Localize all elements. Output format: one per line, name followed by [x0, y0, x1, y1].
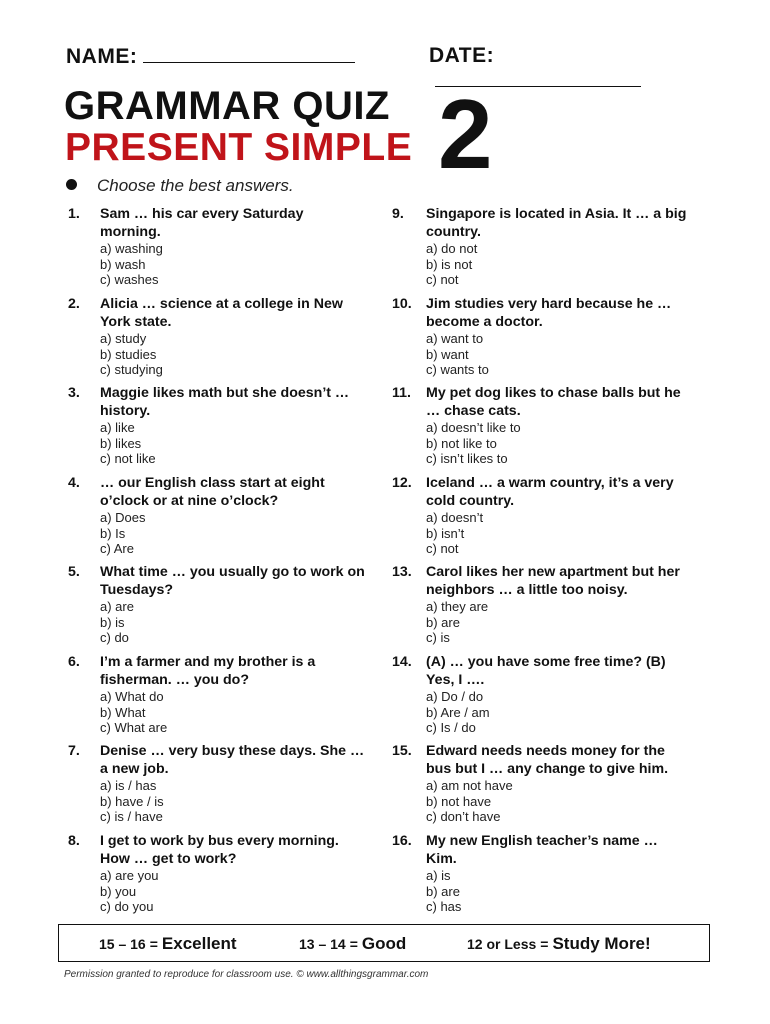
question-stem [392, 743, 692, 778]
answer-option-b[interactable]: b) are [426, 883, 460, 899]
question-stem [68, 475, 368, 510]
question-14 [392, 654, 692, 736]
answer-options [392, 331, 692, 378]
question-number: 15. [392, 743, 412, 759]
instruction-text: Choose the best answers. [97, 176, 294, 195]
answer-option-a[interactable]: a) is / has [100, 778, 157, 793]
name-field[interactable] [66, 44, 355, 69]
question-stem [68, 296, 368, 331]
question-number: 12. [392, 475, 412, 491]
answer-option-a[interactable]: a) they are [426, 599, 489, 614]
question-6 [68, 654, 368, 736]
question-stem [68, 206, 368, 241]
question-stem [68, 564, 368, 599]
answer-options [68, 241, 368, 288]
question-number: 16. [392, 833, 412, 849]
answer-option-b[interactable]: b) wash [100, 256, 146, 272]
question-number: 10. [392, 296, 412, 312]
question-text: Alicia … science at a college in New York state. [100, 296, 343, 330]
answer-options [68, 599, 368, 646]
question-text: Singapore is located in Asia. It … a big country. [426, 206, 687, 240]
answer-option-b[interactable]: b) have / is [100, 793, 164, 809]
header-row [66, 44, 706, 78]
answer-option-b[interactable]: b) are [426, 614, 460, 630]
question-number: 14. [392, 654, 412, 670]
question-12 [392, 475, 692, 557]
answer-option-b[interactable]: b) Are / am [426, 704, 490, 720]
score-good [299, 925, 406, 963]
answer-option-c[interactable]: c) wants to [426, 362, 489, 378]
bullet-icon [66, 179, 77, 190]
answer-option-a[interactable]: a) Do / do [426, 689, 484, 704]
footer-permission: Permission granted to reproduce for classroom use. © www.allthingsgrammar.com [64, 969, 429, 980]
question-text: Iceland … a warm country, it’s a very cold country. [426, 475, 674, 509]
question-number: 7. [68, 743, 80, 759]
question-text: Denise … very busy these days. She … a new job. [100, 743, 365, 777]
question-number: 3. [68, 385, 80, 401]
answer-option-b[interactable]: b) not have [426, 793, 492, 809]
answer-options [392, 599, 692, 646]
question-text: Jim studies very hard because he … become a doctor. [426, 296, 672, 330]
answer-options [68, 420, 368, 467]
answer-option-a[interactable]: a) Does [100, 510, 146, 525]
score-label: Good [361, 934, 407, 953]
answer-option-c[interactable]: c) not [426, 272, 459, 288]
answer-option-b[interactable]: b) is not [426, 256, 473, 272]
answer-options [392, 689, 692, 736]
answer-option-c[interactable]: c) don’t have [426, 809, 501, 825]
answer-options [392, 241, 692, 288]
question-1 [68, 206, 368, 288]
question-3 [68, 385, 368, 467]
name-blank-line[interactable] [143, 44, 355, 63]
question-stem [392, 385, 692, 420]
question-stem [68, 743, 368, 778]
answer-option-c[interactable]: c) isn’t likes to [426, 451, 508, 467]
answer-option-a[interactable]: a) do not [426, 241, 478, 256]
answer-option-a[interactable]: a) What do [100, 689, 164, 704]
question-13 [392, 564, 692, 646]
answer-options [68, 510, 368, 557]
answer-option-a[interactable]: a) are [100, 599, 134, 614]
answer-options [392, 420, 692, 467]
instruction [66, 176, 294, 196]
question-10 [392, 296, 692, 378]
answer-options [392, 778, 692, 825]
answer-option-b[interactable]: b) want [426, 346, 469, 362]
question-stem [392, 475, 692, 510]
answer-option-c[interactable]: c) do [100, 630, 129, 646]
question-stem [392, 564, 692, 599]
score-label: Excellent [161, 934, 237, 953]
answer-option-c[interactable]: c) Is / do [426, 720, 476, 736]
question-text: (A) … you have some free time? (B) Yes, I …. [426, 654, 666, 688]
quiz-number: 2 [438, 79, 493, 189]
quiz-title: GRAMMAR QUIZ [64, 84, 390, 128]
score-equals: = [149, 936, 158, 952]
question-stem [68, 385, 368, 420]
answer-option-c[interactable]: c) studying [100, 362, 163, 378]
score-box [58, 924, 710, 962]
answer-option-b[interactable]: b) studies [100, 346, 157, 362]
answer-option-c[interactable]: c) not [426, 541, 459, 557]
quiz-subtitle: PRESENT SIMPLE [65, 126, 413, 169]
answer-option-a[interactable]: a) doesn’t like to [426, 420, 521, 435]
question-stem [392, 833, 692, 868]
question-number: 13. [392, 564, 412, 580]
answer-option-c[interactable]: c) is / have [100, 809, 163, 825]
answer-option-c[interactable]: c) is [426, 630, 450, 646]
answer-option-b[interactable]: b) isn’t [426, 525, 465, 541]
answer-option-a[interactable]: a) like [100, 420, 135, 435]
answer-option-a[interactable]: a) want to [426, 331, 484, 346]
score-excellent [99, 925, 237, 963]
question-number: 11. [392, 385, 411, 401]
question-text: Edward needs needs money for the bus but I … any change to give him. [426, 743, 669, 777]
score-equals: = [349, 936, 358, 952]
answer-option-a[interactable]: a) washing [100, 241, 163, 256]
answer-options [392, 868, 692, 915]
score-equals: = [540, 936, 549, 952]
question-number: 9. [392, 206, 404, 222]
question-2 [68, 296, 368, 378]
question-text: I’m a farmer and my brother is a fisherman. … you do? [100, 654, 316, 688]
answer-option-a[interactable]: a) study [100, 331, 147, 346]
date-label: DATE: [429, 44, 495, 67]
name-label: NAME: [66, 45, 138, 68]
answer-option-b[interactable]: b) Is [100, 525, 126, 541]
question-4 [68, 475, 368, 557]
question-text: Carol likes her new apartment but her neighbors … a little too noisy. [426, 564, 680, 598]
answer-option-a[interactable]: a) am not have [426, 778, 513, 793]
question-text: Sam … his car every Saturday morning. [100, 206, 304, 240]
question-number: 5. [68, 564, 80, 580]
answer-option-c[interactable]: c) Are [100, 541, 134, 557]
score-range: 12 or Less [467, 936, 537, 952]
score-label: Study More! [552, 934, 651, 953]
question-text: … our English class start at eight o’clock or at nine o’clock? [100, 475, 325, 509]
question-text: My pet dog likes to chase balls but he … chase cats. [426, 385, 681, 419]
question-5 [68, 564, 368, 646]
answer-option-c[interactable]: c) do you [100, 899, 154, 915]
question-text: What time … you usually go to work on Tuesdays? [100, 564, 365, 598]
question-stem [68, 654, 368, 689]
answer-options [68, 689, 368, 736]
answer-option-b[interactable]: b) What [100, 704, 146, 720]
question-7 [68, 743, 368, 825]
question-number: 4. [68, 475, 80, 491]
question-9 [392, 206, 692, 288]
answer-option-a[interactable]: a) are you [100, 868, 159, 883]
question-8 [68, 833, 368, 915]
answer-option-b[interactable]: b) is [100, 614, 125, 630]
question-stem [392, 654, 692, 689]
question-number: 1. [68, 206, 80, 222]
answer-option-a[interactable]: a) is [426, 868, 451, 883]
question-stem [392, 296, 692, 331]
score-range: 15 – 16 [99, 936, 146, 952]
score-study-more [467, 925, 651, 963]
answer-options [68, 778, 368, 825]
answer-option-c[interactable]: c) What are [100, 720, 168, 736]
question-number: 6. [68, 654, 80, 670]
question-number: 8. [68, 833, 80, 849]
question-stem [68, 833, 368, 868]
answer-options [392, 510, 692, 557]
question-text: I get to work by bus every morning. How … get to work? [100, 833, 339, 867]
question-15 [392, 743, 692, 825]
question-16 [392, 833, 692, 915]
question-text: My new English teacher’s name … Kim. [426, 833, 658, 867]
answer-option-b[interactable]: b) you [100, 883, 137, 899]
answer-option-b[interactable]: b) not like to [426, 435, 497, 451]
answer-option-c[interactable]: c) has [426, 899, 462, 915]
question-stem [392, 206, 692, 241]
answer-option-c[interactable]: c) not like [100, 451, 156, 467]
score-range: 13 – 14 [299, 936, 346, 952]
question-11 [392, 385, 692, 467]
answer-option-a[interactable]: a) doesn’t [426, 510, 484, 525]
answer-option-c[interactable]: c) washes [100, 272, 159, 288]
answer-option-b[interactable]: b) likes [100, 435, 142, 451]
answer-options [68, 331, 368, 378]
question-number: 2. [68, 296, 80, 312]
answer-options [68, 868, 368, 915]
question-text: Maggie likes math but she doesn’t … history. [100, 385, 350, 419]
